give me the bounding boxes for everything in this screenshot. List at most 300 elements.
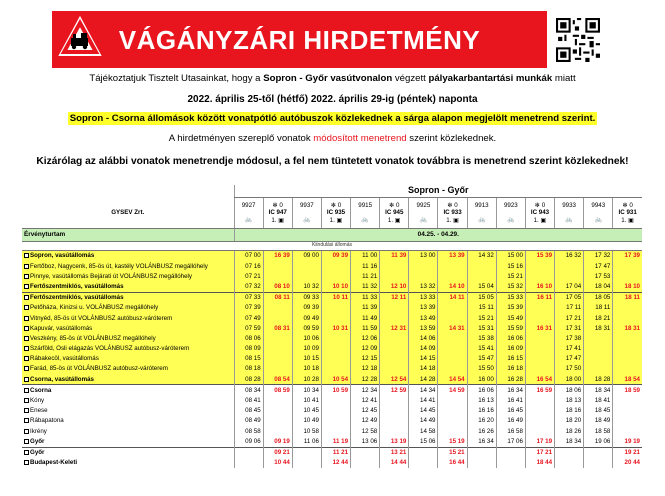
departure-time: 16 49 xyxy=(496,416,525,426)
departure-time: 20 44 xyxy=(613,458,642,468)
station-label: Fertőboz, Nagycenk, 85-ös út, kastély VOLÁNBUSZ megállóhely xyxy=(30,262,208,270)
qr-code-icon xyxy=(556,18,600,62)
stop-marker-icon xyxy=(24,418,29,423)
departure-time xyxy=(292,261,321,271)
departure-time xyxy=(467,261,496,271)
departure-time xyxy=(321,313,350,323)
timetable-row xyxy=(22,385,642,396)
departure-time xyxy=(525,406,554,416)
departure-time: 16 34 xyxy=(467,436,496,447)
timetable-row xyxy=(22,374,642,385)
departure-time: 18 04 xyxy=(584,282,613,293)
departure-time xyxy=(613,354,642,364)
departure-time: 15 38 xyxy=(467,334,496,344)
departure-time xyxy=(555,458,584,468)
train-number: 9913 xyxy=(474,201,489,209)
bus-notice: Sopron - Csorna állomások között vonatpótló autóbuszok közlekednek a sárga alapon megjelölt menetrend szerint. xyxy=(69,113,596,124)
departure-time: 07 59 xyxy=(234,323,263,333)
departure-time: 16 28 xyxy=(496,374,525,385)
departure-time: 18 34 xyxy=(555,436,584,447)
departure-time xyxy=(321,334,350,344)
departure-time xyxy=(234,447,263,458)
departure-time xyxy=(321,344,350,354)
departure-time: 10 11 xyxy=(321,292,350,303)
departure-time: 12 34 xyxy=(351,385,380,396)
departure-time: 08 28 xyxy=(234,374,263,385)
departure-time xyxy=(525,426,554,436)
station-label: Petőháza, Kinizsi u. VOLÁNBUSZ megállóhely xyxy=(30,304,159,312)
departure-time xyxy=(525,334,554,344)
departure-time xyxy=(525,416,554,426)
train-service: 1. ▣ xyxy=(446,216,459,224)
departure-time: 15 32 xyxy=(496,282,525,293)
train-class: ✻ 0 xyxy=(534,201,546,209)
departure-time xyxy=(263,261,292,271)
departure-time: 14 45 xyxy=(409,406,438,416)
departure-time: 11 39 xyxy=(351,303,380,313)
station-name xyxy=(22,416,234,426)
stop-marker-icon xyxy=(24,439,29,444)
station-label: Ikrény xyxy=(30,427,47,435)
departure-time: 07 33 xyxy=(234,292,263,303)
train-header-cell xyxy=(292,198,321,229)
departure-time: 18 59 xyxy=(613,385,642,396)
departure-time: 12 11 xyxy=(380,292,409,303)
departure-time xyxy=(380,344,409,354)
departure-time: 19 19 xyxy=(613,436,642,447)
departure-time xyxy=(584,334,613,344)
bicycle-icon: 🚲 xyxy=(477,217,486,223)
departure-time: 10 41 xyxy=(292,396,321,406)
train-header-cell xyxy=(234,198,263,229)
validity-value: 04.25. - 04.29. xyxy=(234,229,642,242)
departure-time: 15 21 xyxy=(496,271,525,281)
departure-time: 08 06 xyxy=(234,334,263,344)
departure-time: 16 54 xyxy=(525,374,554,385)
departure-time: 15 33 xyxy=(496,292,525,303)
departure-time: 14 11 xyxy=(438,292,467,303)
departure-time: 18 45 xyxy=(584,406,613,416)
departure-time: 17 06 xyxy=(496,436,525,447)
departure-time: 08 54 xyxy=(263,374,292,385)
train-header-cell xyxy=(584,198,613,229)
train-header-cell xyxy=(496,198,525,229)
departure-time xyxy=(584,447,613,458)
departure-time xyxy=(467,447,496,458)
departure-time: 18 31 xyxy=(613,323,642,333)
departure-time xyxy=(321,261,350,271)
departure-time: 19 06 xyxy=(584,436,613,447)
route-empty-cell xyxy=(22,185,234,198)
departure-time: 07 21 xyxy=(234,271,263,281)
departure-time: 10 06 xyxy=(292,334,321,344)
train-class: ✻ 0 xyxy=(330,201,342,209)
departure-time xyxy=(525,271,554,281)
departure-time: 10 32 xyxy=(292,282,321,293)
departure-time: 16 26 xyxy=(467,426,496,436)
departure-time xyxy=(525,313,554,323)
departure-time xyxy=(613,416,642,426)
departure-time: 07 32 xyxy=(234,282,263,293)
bicycle-icon: 🚲 xyxy=(244,217,253,223)
departure-time: 07 39 xyxy=(234,303,263,313)
departure-time xyxy=(409,271,438,281)
departure-time: 11 39 xyxy=(380,251,409,262)
departure-time: 13 21 xyxy=(380,447,409,458)
departure-time: 15 19 xyxy=(438,436,467,447)
station-name xyxy=(22,447,234,458)
departure-time: 15 16 xyxy=(496,261,525,271)
departure-time xyxy=(438,396,467,406)
departure-time xyxy=(380,364,409,374)
timetable-row xyxy=(22,303,642,313)
departure-time xyxy=(263,354,292,364)
station-label: Pinnye, vasútállomás Bejárati út VOLÁNBUSZ megállóhely xyxy=(30,272,192,280)
departure-time: 11 21 xyxy=(321,447,350,458)
departure-time: 18 16 xyxy=(555,406,584,416)
validity-row xyxy=(22,229,642,242)
station-label: Rábapatona xyxy=(30,417,64,425)
departure-time: 17 47 xyxy=(555,354,584,364)
train-number: 9925 xyxy=(416,201,431,209)
departure-time xyxy=(525,396,554,406)
station-label: Szárföld, Osli elágazás VOLÁNBUSZ autóbusz-váróterem xyxy=(30,345,190,353)
train-header-cell xyxy=(555,198,584,229)
departure-time: 09 39 xyxy=(292,303,321,313)
departure-time: 09 59 xyxy=(292,323,321,333)
train-header-cell xyxy=(351,198,380,229)
departure-time: 15 06 xyxy=(409,436,438,447)
departure-time: 09 33 xyxy=(292,292,321,303)
train-number: 9915 xyxy=(358,201,373,209)
departure-time: 18 58 xyxy=(584,426,613,436)
departure-time: 14 28 xyxy=(409,374,438,385)
departure-time: 15 31 xyxy=(467,323,496,333)
departure-time: 11 33 xyxy=(351,292,380,303)
departure-time: 11 59 xyxy=(351,323,380,333)
departure-time xyxy=(380,426,409,436)
departure-time: 13 06 xyxy=(351,436,380,447)
departure-time: 18 28 xyxy=(584,374,613,385)
departure-time: 15 47 xyxy=(467,354,496,364)
departure-time: 10 58 xyxy=(292,426,321,436)
departure-time: 08 59 xyxy=(263,385,292,396)
departure-time xyxy=(555,447,584,458)
station-name xyxy=(22,436,234,447)
bicycle-icon: 🚲 xyxy=(419,217,428,223)
station-label: Vitnyéd, 85-ös út VOLÁNBUSZ autóbusz-váróterem xyxy=(30,314,173,322)
departure-time xyxy=(234,458,263,468)
departure-time xyxy=(525,354,554,364)
departure-time: 16 41 xyxy=(496,396,525,406)
departure-time: 08 41 xyxy=(234,396,263,406)
departure-time: 17 04 xyxy=(555,282,584,293)
departure-time: 07 16 xyxy=(234,261,263,271)
departure-time: 16 00 xyxy=(467,374,496,385)
departure-time: 12 18 xyxy=(351,364,380,374)
date-range: 2022. április 25-től (hétfő) 2022. április 29-ig (péntek) naponta xyxy=(187,94,478,105)
bus-notice-row xyxy=(0,113,665,124)
intro-text: Tájékoztatjuk Tisztelt Utasainkat, hogy a xyxy=(89,73,264,84)
train-service: 1. ▣ xyxy=(621,216,635,224)
departure-time: 15 49 xyxy=(496,313,525,323)
departure-time: 08 45 xyxy=(234,406,263,416)
departure-time xyxy=(321,271,350,281)
train-header-cell xyxy=(321,198,350,229)
departure-time xyxy=(321,426,350,436)
departure-time: 07 49 xyxy=(234,313,263,323)
departure-time: 14 32 xyxy=(467,251,496,262)
departure-time: 14 10 xyxy=(438,282,467,293)
timetable-row xyxy=(22,406,642,416)
intro-text: miatt xyxy=(552,73,576,84)
timetable-row xyxy=(22,313,642,323)
station-label: Csorna xyxy=(30,386,52,394)
departure-time: 09 21 xyxy=(263,447,292,458)
station-name xyxy=(22,271,234,281)
departure-time xyxy=(438,354,467,364)
departure-time: 13 39 xyxy=(409,303,438,313)
departure-time xyxy=(525,344,554,354)
departure-time xyxy=(584,458,613,468)
departure-time: 18 11 xyxy=(584,303,613,313)
departure-time: 16 31 xyxy=(525,323,554,333)
departure-time: 17 21 xyxy=(525,447,554,458)
station-name xyxy=(22,323,234,333)
departure-time xyxy=(380,416,409,426)
departure-time: 10 18 xyxy=(292,364,321,374)
station-name xyxy=(22,354,234,364)
departure-time xyxy=(380,396,409,406)
departure-time: 11 49 xyxy=(351,313,380,323)
stop-marker-icon xyxy=(24,366,29,371)
stop-marker-icon xyxy=(24,450,29,455)
train-service: 1. ▣ xyxy=(387,216,401,224)
departure-time: 12 28 xyxy=(351,374,380,385)
departure-time xyxy=(555,271,584,281)
departure-time: 10 44 xyxy=(263,458,292,468)
departure-time xyxy=(438,313,467,323)
departure-time xyxy=(380,354,409,364)
departure-time: 18 21 xyxy=(584,313,613,323)
departure-time: 17 31 xyxy=(555,323,584,333)
origin-label-row xyxy=(22,242,642,251)
departure-time: 13 49 xyxy=(409,313,438,323)
departure-time: 08 15 xyxy=(234,354,263,364)
departure-time xyxy=(263,396,292,406)
timetable-row xyxy=(22,344,642,354)
departure-time xyxy=(263,406,292,416)
departure-time xyxy=(321,416,350,426)
departure-time: 09 39 xyxy=(321,251,350,262)
station-label: Győr xyxy=(30,448,45,456)
station-label: Veszkény, 85-ös út VOLÁNBUSZ megállóhely xyxy=(30,334,156,342)
departure-time: 12 31 xyxy=(380,323,409,333)
departure-time: 18 20 xyxy=(555,416,584,426)
departure-time: 16 15 xyxy=(496,354,525,364)
stop-marker-icon xyxy=(24,398,29,403)
bicycle-icon: 🚲 xyxy=(507,217,515,223)
route-name: Sopron - Győr vasútvonalon xyxy=(263,73,393,84)
train-number: 9937 xyxy=(299,201,314,209)
departure-time: 16 06 xyxy=(496,334,525,344)
departure-time xyxy=(467,271,496,281)
station-label: Farád, 85-ös út VOLÁNBUSZ autóbusz-váróterem xyxy=(30,365,168,373)
train-class: ✻ 0 xyxy=(447,201,458,209)
departure-time xyxy=(321,364,350,374)
departure-time: 11 16 xyxy=(351,261,380,271)
departure-time xyxy=(525,261,554,271)
departure-time: 18 13 xyxy=(555,396,584,406)
timetable xyxy=(22,185,642,468)
station-label: Kapuvár, vasútállomás xyxy=(30,324,93,332)
departure-time: 17 05 xyxy=(555,292,584,303)
departure-time: 10 09 xyxy=(292,344,321,354)
departure-time: 11 00 xyxy=(351,251,380,262)
departure-time xyxy=(438,416,467,426)
station-label: Győr xyxy=(30,437,45,445)
train-header-cell xyxy=(467,198,496,229)
departure-time: 08 11 xyxy=(263,292,292,303)
departure-time: 17 50 xyxy=(555,364,584,374)
departure-time: 15 50 xyxy=(467,364,496,374)
modified-schedule-text: módosított menetrend xyxy=(313,133,407,144)
timetable-row xyxy=(22,334,642,344)
departure-time: 16 10 xyxy=(525,282,554,293)
stop-marker-icon xyxy=(24,274,29,279)
departure-time: 16 16 xyxy=(467,406,496,416)
station-name xyxy=(22,396,234,406)
departure-time: 16 45 xyxy=(496,406,525,416)
departure-time: 10 45 xyxy=(292,406,321,416)
departure-time: 17 39 xyxy=(613,251,642,262)
station-name xyxy=(22,251,234,262)
departure-time xyxy=(292,271,321,281)
departure-time: 18 26 xyxy=(555,426,584,436)
departure-time: 10 49 xyxy=(292,416,321,426)
bicycle-icon: 🚲 xyxy=(565,217,573,223)
stop-marker-icon xyxy=(24,336,29,341)
timetable-row xyxy=(22,436,642,447)
departure-time: 10 10 xyxy=(321,282,350,293)
departure-time: 16 59 xyxy=(525,385,554,396)
departure-time: 10 59 xyxy=(321,385,350,396)
departure-time: 17 32 xyxy=(584,251,613,262)
station-name xyxy=(22,334,234,344)
stop-marker-icon xyxy=(24,408,29,413)
departure-time: 11 19 xyxy=(321,436,350,447)
departure-time: 14 31 xyxy=(438,323,467,333)
departure-time: 16 58 xyxy=(496,426,525,436)
departure-time: 18 49 xyxy=(584,416,613,426)
departure-time: 17 38 xyxy=(555,334,584,344)
departure-time xyxy=(263,303,292,313)
railway-warning-icon xyxy=(58,15,102,59)
departure-time: 18 54 xyxy=(613,374,642,385)
departure-time xyxy=(438,406,467,416)
departure-time xyxy=(613,364,642,374)
departure-time xyxy=(438,426,467,436)
timetable-row xyxy=(22,416,642,426)
stop-marker-icon xyxy=(24,460,29,465)
departure-time: 18 10 xyxy=(613,282,642,293)
station-name xyxy=(22,261,234,271)
departure-time: 12 10 xyxy=(380,282,409,293)
departure-time: 16 06 xyxy=(467,385,496,396)
timetable-row xyxy=(22,323,642,333)
train-header-cell xyxy=(263,198,292,229)
departure-time: 16 44 xyxy=(438,458,467,468)
departure-time xyxy=(525,303,554,313)
intro-text: A hirdetményen szereplő vonatok xyxy=(168,133,314,144)
departure-time: 17 41 xyxy=(555,344,584,354)
train-header-cell xyxy=(613,198,642,229)
timetable-row xyxy=(22,292,642,303)
train-service: 1. ▣ xyxy=(271,216,285,224)
stop-marker-icon xyxy=(24,388,29,393)
timetable-row xyxy=(22,447,642,458)
route-title: Sopron - Győr xyxy=(234,185,642,198)
departure-time xyxy=(438,364,467,374)
departure-time: 18 00 xyxy=(555,374,584,385)
train-header-cell xyxy=(380,198,409,229)
departure-time: 10 31 xyxy=(321,323,350,333)
train-number: IC 931 xyxy=(618,209,637,217)
train-number: 9943 xyxy=(591,201,606,209)
departure-time xyxy=(584,354,613,364)
departure-time: 19 21 xyxy=(613,447,642,458)
departure-time xyxy=(380,271,409,281)
timetable-row xyxy=(22,426,642,436)
stop-marker-icon xyxy=(24,356,29,361)
station-name xyxy=(22,364,234,374)
train-number: IC 943 xyxy=(530,209,550,217)
departure-time xyxy=(438,303,467,313)
departure-time: 17 11 xyxy=(555,303,584,313)
timetable-row xyxy=(22,458,642,468)
departure-time: 14 34 xyxy=(409,385,438,396)
departure-time: 13 00 xyxy=(409,251,438,262)
departure-time: 17 47 xyxy=(584,261,613,271)
departure-time: 15 21 xyxy=(467,313,496,323)
train-number: 9923 xyxy=(503,201,518,209)
departure-time xyxy=(351,458,380,468)
train-header-cell xyxy=(438,198,467,229)
title-banner xyxy=(52,11,547,68)
station-name xyxy=(22,458,234,468)
departure-time xyxy=(613,261,642,271)
train-class: ✻ 0 xyxy=(272,201,283,209)
departure-time xyxy=(613,313,642,323)
departure-time xyxy=(613,406,642,416)
departure-time: 15 39 xyxy=(525,251,554,262)
departure-time: 08 09 xyxy=(234,344,263,354)
station-label: Budapest-Keleti xyxy=(30,459,78,467)
departure-time: 14 59 xyxy=(438,385,467,396)
bicycle-icon: 🚲 xyxy=(594,217,602,223)
departure-time: 14 09 xyxy=(409,344,438,354)
departure-time xyxy=(409,261,438,271)
departure-time: 08 18 xyxy=(234,364,263,374)
departure-time: 15 39 xyxy=(496,303,525,313)
departure-time: 11 21 xyxy=(351,271,380,281)
station-label: Csorna, vasútállomás xyxy=(30,375,94,383)
train-class: ✻ 0 xyxy=(622,201,633,209)
departure-time: 11 32 xyxy=(351,282,380,293)
departure-time: 08 49 xyxy=(234,416,263,426)
departure-time xyxy=(438,261,467,271)
departure-time xyxy=(263,334,292,344)
